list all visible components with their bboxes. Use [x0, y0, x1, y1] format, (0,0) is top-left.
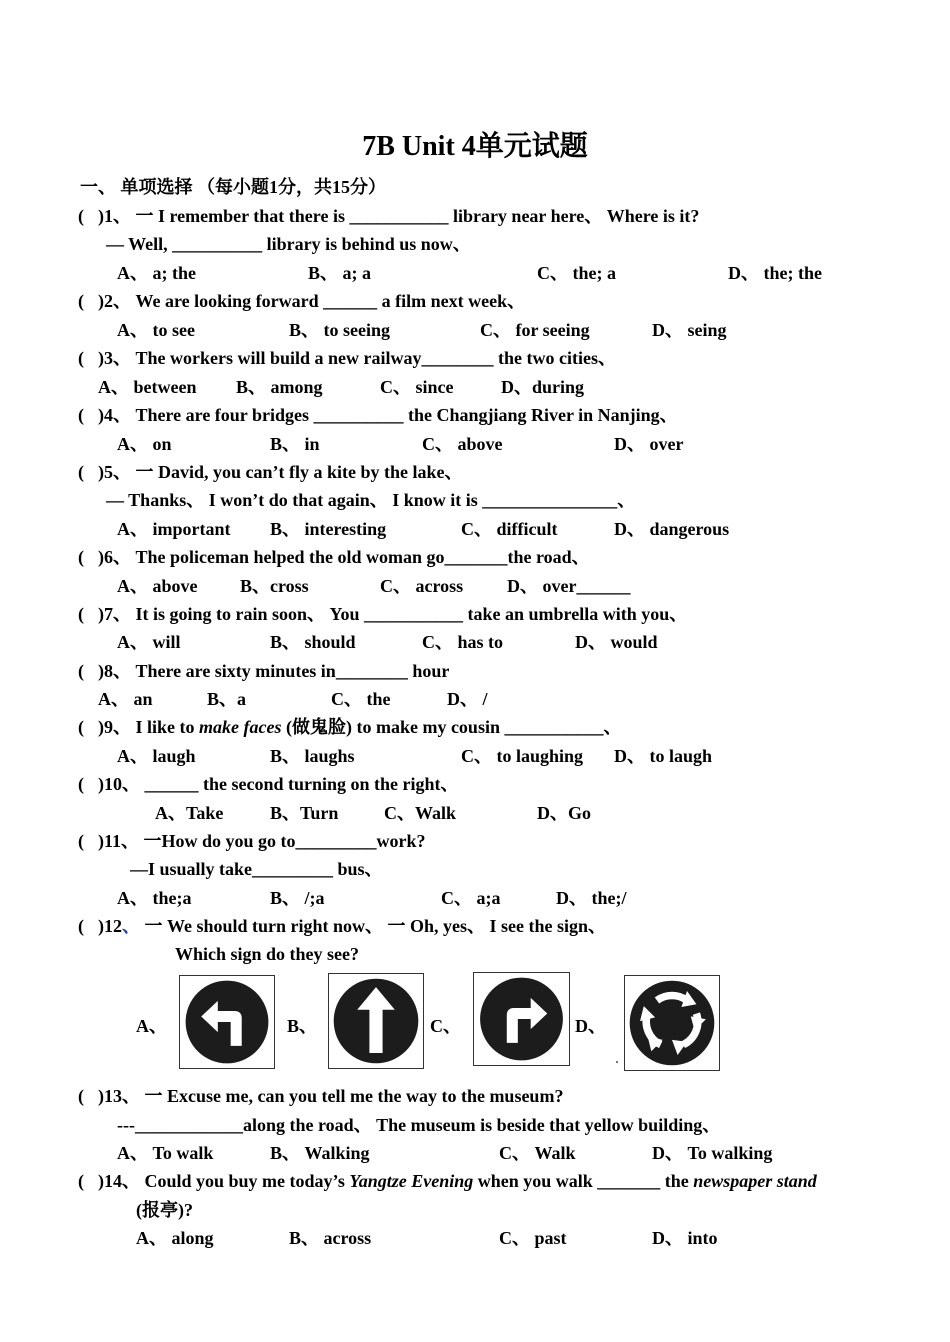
- q3-option-c: C、 since: [380, 377, 454, 397]
- q3-option-a: A、 between: [98, 377, 197, 397]
- q6-option-d: D、 over______: [507, 576, 631, 596]
- question-14-stem-middle: when you walk _______ the: [473, 1171, 694, 1191]
- question-7: [78, 603, 687, 625]
- question-9-italic-phrase: make faces: [199, 717, 282, 737]
- q13-option-d: D、 To walking: [652, 1143, 773, 1163]
- q4-option-d: D、 over: [614, 434, 684, 454]
- answer-bracket: (: [78, 661, 84, 681]
- question-14-stem-start: )14、 Could you buy me today’s: [98, 1171, 350, 1191]
- q8-option-d: D、 /: [447, 689, 488, 709]
- q12-option-b: B、: [287, 1016, 318, 1036]
- q11-option-b: B、 /;a: [270, 888, 325, 908]
- q5-option-c: C、 difficult: [461, 519, 558, 539]
- question-4: [78, 404, 678, 426]
- answer-bracket: (: [78, 348, 84, 368]
- question-13-stem: )13、 一 Excuse me, can you tell me the way to the museum?: [98, 1086, 564, 1106]
- question-14-italic-title: Yangtze Evening: [349, 1171, 474, 1191]
- q6-option-b: B、cross: [240, 576, 309, 596]
- answer-bracket: (: [78, 717, 84, 737]
- q7-option-b: B、 should: [270, 632, 356, 652]
- answer-bracket: (: [78, 604, 84, 624]
- q2-option-b: B、 to seeing: [289, 320, 390, 340]
- question-6-stem: )6、 The policeman helped the old woman go_______the road、: [98, 547, 590, 567]
- q14-option-c: C、 past: [499, 1228, 567, 1248]
- turn-left-sign: [179, 975, 275, 1069]
- question-13: [78, 1085, 563, 1107]
- question-2-stem: )2、 We are looking forward ______ a film next week、: [98, 291, 526, 311]
- q9-option-d: D、 to laugh: [614, 746, 713, 766]
- question-11: [78, 830, 426, 852]
- q3-option-b: B、 among: [236, 377, 323, 397]
- answer-bracket: (: [78, 547, 84, 567]
- q1-option-b: B、 a; a: [308, 263, 371, 283]
- q9-option-a: A、 laugh: [117, 746, 196, 766]
- question-9-stem-end: (做鬼脸) to make my cousin ___________、: [281, 717, 622, 737]
- q6-option-a: A、 above: [117, 576, 198, 596]
- q10-option-d: D、Go: [537, 803, 591, 823]
- q12-option-d: D、: [575, 1016, 606, 1036]
- q11-option-c: C、 a;a: [441, 888, 501, 908]
- roundabout-sign: [624, 975, 720, 1071]
- answer-bracket: (: [78, 462, 84, 482]
- q1-option-c: C、 the; a: [537, 263, 616, 283]
- q4-option-b: B、 in: [270, 434, 320, 454]
- q2-option-c: C、 for seeing: [480, 320, 590, 340]
- question-11-stem: )11、 一How do you go to_________work?: [98, 831, 426, 851]
- page-title: 7B Unit 4单元试题: [362, 131, 588, 162]
- question-5: [78, 461, 463, 483]
- q13-option-b: B、 Walking: [270, 1143, 370, 1163]
- question-14-gloss: (报亭)?: [136, 1200, 193, 1220]
- q4-option-a: A、 on: [117, 434, 172, 454]
- straight-ahead-sign: [328, 973, 424, 1069]
- q4-option-c: C、 above: [422, 434, 503, 454]
- question-5-reply: — Thanks、 I won’t do that again、 I know it is _______________、: [106, 490, 636, 510]
- q12-option-a: A、: [136, 1016, 167, 1036]
- question-2: [78, 290, 525, 312]
- q3-option-d: D、during: [501, 377, 585, 397]
- q14-option-d: D、 into: [652, 1228, 718, 1248]
- answer-bracket: (: [78, 291, 84, 311]
- q2-option-d: D、 seing: [652, 320, 727, 340]
- question-3: [78, 347, 616, 369]
- question-12-prompt: Which sign do they see?: [175, 944, 360, 964]
- question-6: [78, 546, 590, 568]
- question-11-reply: —I usually take_________ bus、: [130, 859, 383, 879]
- answer-bracket: (: [78, 206, 84, 226]
- question-8-stem: )8、 There are sixty minutes in________ hour: [98, 661, 450, 681]
- question-14-italic-place: newspaper stand: [693, 1171, 817, 1191]
- question-5-stem: )5、 一 David, you can’t fly a kite by the lake、: [98, 462, 463, 482]
- turn-right-sign: [473, 972, 570, 1066]
- q13-option-a: A、 To walk: [117, 1143, 214, 1163]
- question-14: [78, 1170, 817, 1192]
- q5-option-a: A、 important: [117, 519, 231, 539]
- answer-bracket: (: [78, 774, 84, 794]
- q8-option-b: B、a: [207, 689, 247, 709]
- q5-option-d: D、 dangerous: [614, 519, 730, 539]
- q1-option-a: A、 a; the: [117, 263, 196, 283]
- question-12-comma: 、: [122, 916, 140, 936]
- q9-option-c: C、 to laughing: [461, 746, 584, 766]
- q10-option-a: A、Take: [155, 803, 224, 823]
- question-8: [78, 660, 449, 682]
- q7-option-c: C、 has to: [422, 632, 504, 652]
- q2-option-a: A、 to see: [117, 320, 195, 340]
- stray-mark: [616, 1061, 618, 1063]
- q7-option-d: D、 would: [575, 632, 658, 652]
- q10-option-b: B、Turn: [270, 803, 339, 823]
- question-10: [78, 773, 459, 795]
- question-9-stem-start: )9、 I like to: [98, 717, 199, 737]
- question-1: [78, 205, 699, 227]
- question-13-reply: ---____________along the road、 The museum is beside that yellow building、: [117, 1115, 721, 1135]
- q11-option-a: A、 the;a: [117, 888, 192, 908]
- question-12-number: )12: [98, 916, 122, 936]
- q7-option-a: A、 will: [117, 632, 181, 652]
- q8-option-c: C、 the: [331, 689, 391, 709]
- answer-bracket: (: [78, 405, 84, 425]
- section-heading: 一、 单项选择 （每小题1分，共15分）: [80, 177, 386, 197]
- q10-option-c: C、Walk: [384, 803, 457, 823]
- q14-option-b: B、 across: [289, 1228, 372, 1248]
- q5-option-b: B、 interesting: [270, 519, 387, 539]
- q1-option-d: D、 the; the: [728, 263, 822, 283]
- question-3-stem: )3、 The workers will build a new railway________ the two cities、: [98, 348, 616, 368]
- question-12-stem: 一 We should turn right now、 一 Oh, yes、 I see the sign、: [140, 916, 607, 936]
- q8-option-a: A、 an: [98, 689, 153, 709]
- question-1-stem: )1、 一 I remember that there is ___________ library near here、 Where is it?: [98, 206, 700, 226]
- answer-bracket: (: [78, 831, 84, 851]
- answer-bracket: (: [78, 1086, 84, 1106]
- answer-bracket: (: [78, 916, 84, 936]
- answer-bracket: (: [78, 1171, 84, 1191]
- question-4-stem: )4、 There are four bridges __________ the Changjiang River in Nanjing、: [98, 405, 678, 425]
- q6-option-c: C、 across: [380, 576, 464, 596]
- question-1-reply: — Well, __________ library is behind us now、: [106, 234, 471, 254]
- q13-option-c: C、 Walk: [499, 1143, 576, 1163]
- question-7-stem: )7、 It is going to rain soon、 You ___________ take an umbrella with you、: [98, 604, 688, 624]
- question-12: [78, 915, 606, 937]
- q12-option-c: C、: [430, 1016, 461, 1036]
- question-9: [78, 716, 621, 738]
- q14-option-a: A、 along: [136, 1228, 214, 1248]
- q11-option-d: D、 the;/: [556, 888, 627, 908]
- question-10-stem: )10、 ______ the second turning on the right、: [98, 774, 459, 794]
- q9-option-b: B、 laughs: [270, 746, 355, 766]
